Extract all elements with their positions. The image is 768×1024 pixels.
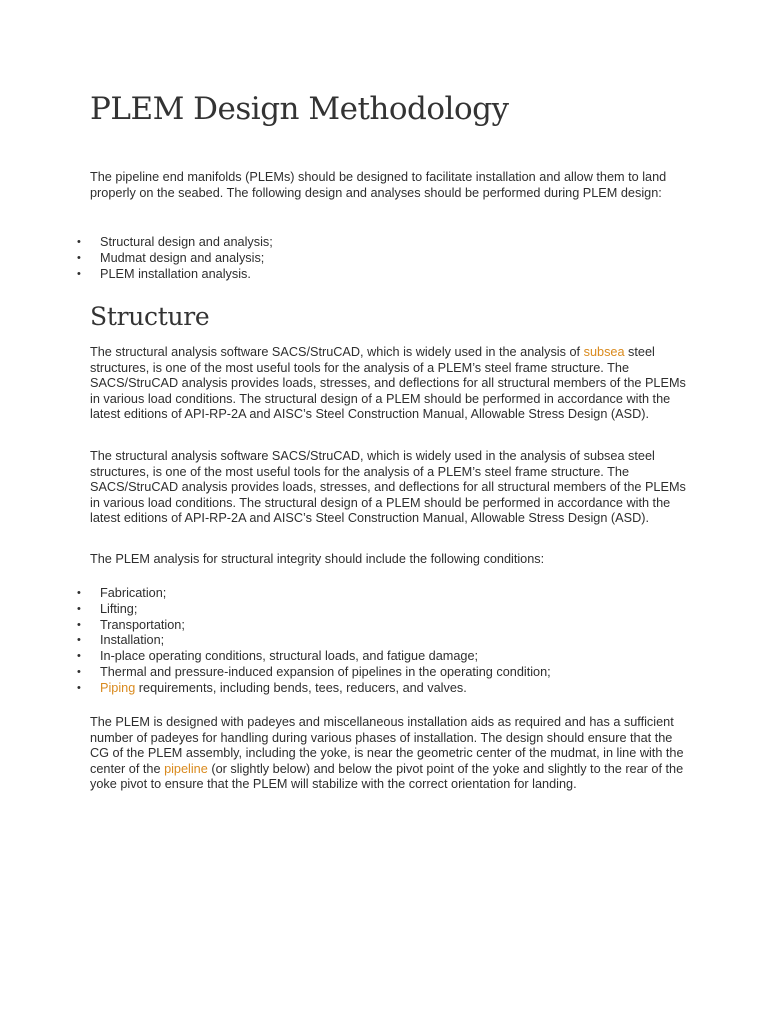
- structure-heading: Structure: [90, 302, 210, 331]
- padeyes-paragraph: The PLEM is designed with padeyes and miscellaneous installation aids as required and has a sufficient number of padeyes for handling during various phases of installation. The design should ensure that the CG of the PLEM assembly, including the yoke, is near the geometric center of the mudmat, in line with the center of the pipeline (or slightly below) and below the pivot point of the yoke and slightly to the rear of the yoke pivot to ensure that the PLEM will stabilize with the correct orientation for landing.: [90, 715, 684, 792]
- list-item: • In-place operating conditions, structural loads, and fatigue damage;: [77, 649, 479, 664]
- conditions-list: [0, 586, 551, 697]
- bullet-icon: •: [77, 650, 81, 663]
- conditions-intro: The PLEM analysis for structural integrity should include the following conditions:: [90, 552, 545, 566]
- list-item: • Structural design and analysis;: [77, 235, 273, 249]
- list-item: • Mudmat design and analysis;: [77, 250, 265, 265]
- bullet-icon: •: [77, 587, 81, 599]
- list-item: • PLEM installation analysis.: [77, 266, 251, 281]
- list-item: • Fabrication;: [77, 586, 167, 600]
- structure-paragraph-1: The structural analysis software SACS/StruCAD, which is widely used in the analysis of subsea steel structures, is one of the most useful tools for the analysis of a PLEM’s steel frame structure. The SACS/StruCAD analysis provides loads, stresses, and deflections for all structural members of the PLEMs in various load conditions. The structural design of a PLEM should be performed in accordance with the latest editions of API-RP-2A and AISC’s Steel Construction Manual, Allowable Stress Design (ASD).: [90, 345, 686, 422]
- bullet-icon: •: [77, 681, 81, 694]
- piping-link[interactable]: Piping: [100, 680, 136, 695]
- page-title: PLEM Design Methodology: [90, 91, 509, 127]
- list-item: • Transportation;: [77, 617, 185, 632]
- list-item: • Lifting;: [77, 601, 138, 616]
- pipeline-link[interactable]: pipeline: [164, 761, 208, 776]
- bullet-icon: •: [77, 236, 81, 248]
- bullet-icon: •: [77, 602, 81, 615]
- structure-paragraph-2: The structural analysis software SACS/StruCAD, which is widely used in the analysis of subsea steel structures, is one of the most useful tools for the analysis of a PLEM’s steel frame structure. The SACS/StruCAD analysis provides loads, stresses, and deflections for all structural members of the PLEMs in various load conditions. The structural design of a PLEM should be performed in accordance with the latest editions of API-RP-2A and AISC’s Steel Construction Manual, Allowable Stress Design (ASD).: [90, 449, 686, 526]
- bullet-icon: •: [77, 267, 81, 280]
- design-items-list: [0, 235, 273, 282]
- list-item: • Piping requirements, including bends, tees, reducers, and valves.: [77, 680, 467, 695]
- intro-paragraph: The pipeline end manifolds (PLEMs) should be designed to facilitate installation and allow them to land properly on the seabed. The following design and analyses should be performed during PLEM design:: [90, 170, 667, 200]
- list-item: • Installation;: [77, 633, 165, 648]
- bullet-icon: •: [77, 665, 81, 678]
- list-item: • Thermal and pressure-induced expansion of pipelines in the operating condition;: [77, 664, 551, 679]
- bullet-icon: •: [77, 251, 81, 264]
- bullet-icon: •: [77, 634, 81, 647]
- bullet-icon: •: [77, 618, 81, 631]
- subsea-link[interactable]: subsea: [583, 345, 625, 359]
